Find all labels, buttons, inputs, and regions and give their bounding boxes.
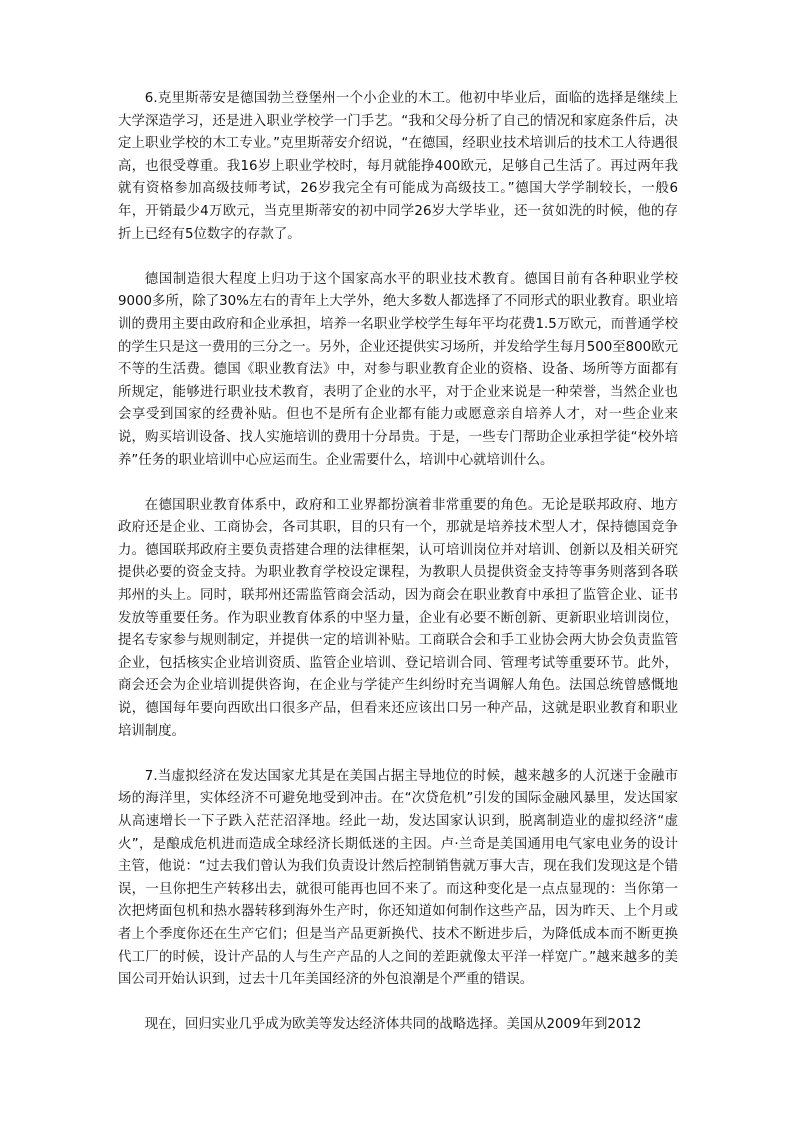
paragraph-german-vocational-education: 德国制造很大程度上归功于这个国家高水平的职业技术教育。德国目前有各种职业学校9000多所，除了30%左右的青年上大学外，绝大多数人都选择了不同形式的职业教育。职业培训的费用主要由政府和企业承担，培养一名职业学校学生每年平均花费1.5万欧元，而普通学校的学生只是这一费用的三分之一。另外，企业还提供实习场所，并发给学生每月500至800欧元不等的生活费。德国《职业教育法》中，对参与职业教育企业的资格、设备、场所等方面都有所规定，能够进行职业技术教育，表明了企业的水平，对于企业来说是一种荣誉，当然企业也会享受到国家的经费补贴。但也不是所有企业都有能力或愿意亲自培养人才，对一些企业来说，购买培训设备、找人实施培训的费用十分昂贵。于是，一些专门帮助企业承担学徒“校外培养”任务的职业培训中心应运而生。企业需要什么，培训中心就培训什么。: [118, 271, 678, 468]
paragraph-government-industry-roles: 在德国职业教育体系中，政府和工业界都扮演着非常重要的角色。无论是联邦政府、地方政府还是企业、工商协会，各司其职，目的只有一个，那就是培养技术型人才，保持德国竞争力。德国联邦政府主要负责搭建合理的法律框架，认可培训岗位并对培训、创新以及相关研究提供必要的资金支持。为职业教育学校设定课程，为教职人员提供资金支持等事务则落到各联邦州的头上。同时，联邦州还需监管商会活动，因为商会在职业教育中承担了监管企业、证书发放等重要任务。作为职业教育体系的中坚力量，企业有必要不断创新、更新职业培训岗位，提名专家参与规则制定，并提供一定的培训补贴。工商联合会和手工业协会两大协会负责监管企业，包括核实企业培训资质、监管企业培训、登记培训合同、管理考试等重要环节。此外，商会还会为企业培训提供咨询，在企业与学徒产生纠纷时充当调解人角色。法国总统曾感慨地说，德国每年要向西欧出口很多产品，但看来还应该出口另一种产品，这就是职业教育和职业培训制度。: [118, 497, 678, 739]
paragraph-return-to-industry: 现在，回归实业几乎成为欧美等发达经济体共同的战略选择。美国从2009年到2012: [144, 1017, 642, 1033]
paragraph-virtual-economy: 7.当虚拟经济在发达国家尤其是在美国占据主导地位的时候，越来越多的人沉迷于金融市场的海洋里，实体经济不可避免地受到冲击。在“次贷危机”引发的国际金融风暴里，发达国家从高速增长一下子跌入茫茫沼泽地。经此一劫，发达国家认识到，脱离制造业的虚拟经济“虚火”，是酿成危机进而造成全球经济长期低迷的主因。卢·兰奇是美国通用电气家电业务的设计主管，他说：“过去我们曾认为我们负责设计然后控制销售就万事大吉，现在我们发现这是个错误，一旦你把生产转移出去，就很可能再也回不来了。而这种变化是一点点显现的：当你第一次把烤面包机和热水器转移到海外生产时，你还知道如何制作这些产品，因为昨天、上个月或者上个季度你还在生产它们；但是当产品更新换代、技术不断进步后，为降低成本而不断更换代工厂的时候，设计产品的人与生产产品的人之间的差距就像太平洋一样宽广。”越来越多的美国公司开始认识到，过去十几年美国经济的外包浪潮是个严重的错误。: [118, 768, 678, 988]
document-body: [118, 88, 678, 1060]
paragraph-christian-carpenter: 6.克里斯蒂安是德国勃兰登堡州一个小企业的木工。他初中毕业后，面临的选择是继续上大学深造学习，还是进入职业学校学一门手艺。“我和父母分析了自己的情况和家庭条件后，决定上职业学校的木工专业。”克里斯蒂安介绍说，“在德国，经职业技术培训后的技术工人待遇很高，也很受尊重。我16岁上职业学校时，每月就能挣400欧元，足够自己生活了。再过两年我就有资格参加高级技师考试，26岁我完全有可能成为高级技工。”德国大学学制较长，一般6年，开销最少4万欧元，当克里斯蒂安的初中同学26岁大学毕业，还一贫如洗的时候，他的存折上已经有5位数字的存款了。: [118, 91, 678, 242]
